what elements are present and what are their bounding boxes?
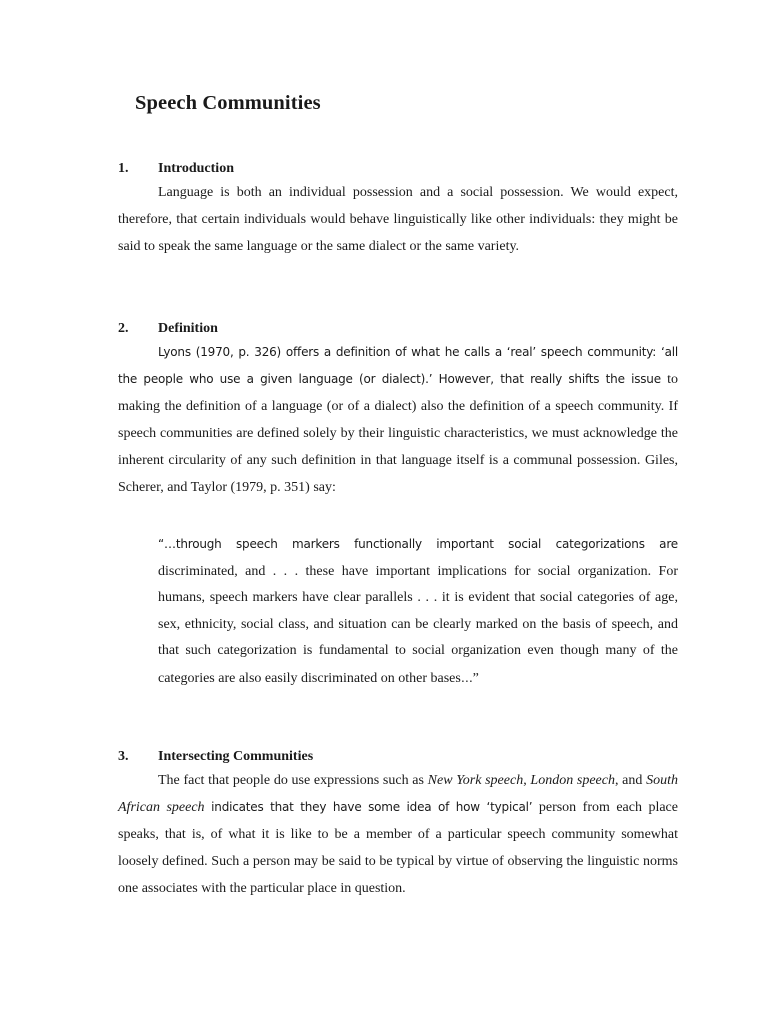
section-title: Introduction [158, 161, 234, 176]
section-heading [118, 748, 678, 766]
quote-opening: “…through speech markers functionally important social categorizations are [158, 537, 678, 551]
block-quote [158, 531, 678, 692]
section-number: 2. [118, 321, 129, 336]
italic-term: London speech [530, 773, 615, 788]
paragraph-text: , [523, 773, 531, 788]
italic-term: New York speech [427, 773, 524, 788]
paragraph-sans-run: Lyons (1970, p. 326) offers a definition of what he calls a ‘real’ speech community: ‘all the people who use a given language (or dialect).’ However, that really shifts the issue [118, 345, 678, 386]
section-intersecting-communities [118, 748, 678, 902]
section-definition [118, 320, 678, 501]
quote-body: discriminated, and . . . these have important implications for social organization. For humans, speech markers have clear parallels . . . it is evident that social categories of age, sex, ethnicity, social class, and situation can be clearly marked on the basis of speech, and that such categorization is fundamental to social organization even though many of the categories are also easily discriminated on other bases [158, 563, 678, 686]
section-heading [118, 320, 678, 338]
paragraph-sans-run: indicates that they have some idea of how ‘typical’ [204, 800, 533, 814]
quote-close: ” [472, 670, 479, 686]
section-heading [118, 160, 678, 178]
paragraph-text: The fact that people do use expressions such as [158, 773, 428, 788]
page-title: Speech Communities [135, 92, 321, 114]
section-title: Definition [158, 321, 218, 336]
section-paragraph [118, 767, 678, 902]
quote-ellipsis: … [460, 670, 473, 685]
paragraph-serif-run: to making the definition of a language (or of a dialect) also the definition of a speech community. If speech communities are defined solely by their linguistic characteristics, we must acknowledge the inherent circularity of any such definition in that language itself is a communal possession. Giles, Scherer, and Taylor (1979, p. 351) say: [118, 372, 678, 495]
italic-term: South African speech [118, 773, 678, 815]
section-title: Intersecting Communities [158, 749, 314, 764]
paragraph-text: , and [614, 773, 647, 788]
section-introduction [118, 160, 678, 260]
paragraph-text: person from each place speaks, that is, of what it is like to be a member of a particular speech community somewhat loosely defined. Such a person may be said to be typical by virtue of observing the linguistic norms one associates with the particular place in question. [118, 800, 678, 896]
section-paragraph: Language is both an individual possession and a social possession. We would expect, therefore, that certain individuals would behave linguistically like other individuals: they might be said to speak the same language or the same dialect or the same variety. [118, 185, 678, 254]
section-number: 1. [118, 161, 129, 176]
section-number: 3. [118, 749, 129, 764]
section-paragraph [118, 339, 678, 501]
